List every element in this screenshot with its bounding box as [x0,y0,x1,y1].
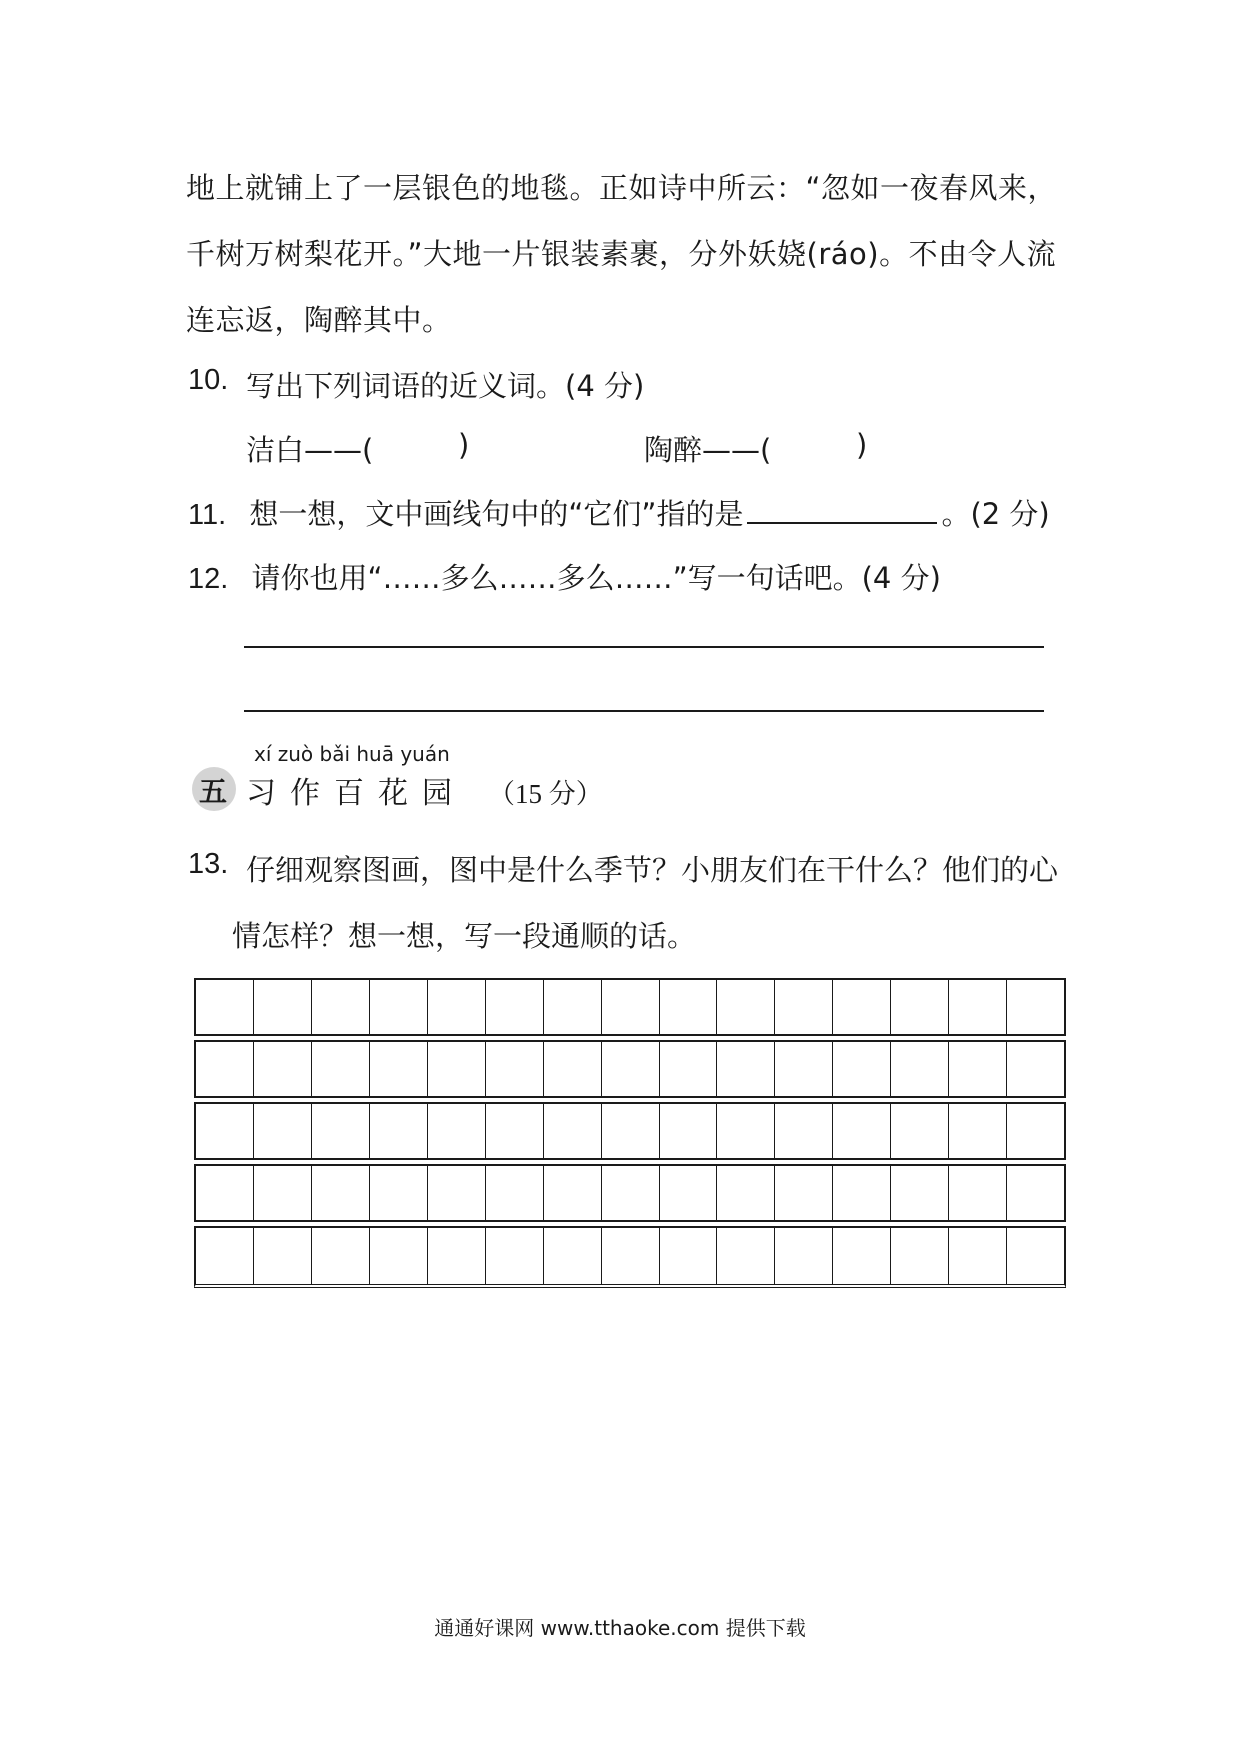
grid-cell[interactable] [891,980,949,1034]
grid-cell[interactable] [602,1166,660,1220]
grid-cell[interactable] [544,1042,602,1096]
grid-cell[interactable] [775,1042,833,1096]
grid-cell[interactable] [370,1104,428,1158]
grid-cell[interactable] [833,1104,891,1158]
question-number: 13. [188,848,229,880]
grid-cell[interactable] [312,1166,370,1220]
grid-cell[interactable] [717,1166,775,1220]
grid-cell[interactable] [891,1104,949,1158]
grid-cell[interactable] [891,1042,949,1096]
grid-cell[interactable] [833,1166,891,1220]
grid-cell[interactable] [196,1042,254,1096]
question-number: 10. [188,364,229,396]
grid-cell[interactable] [370,1166,428,1220]
footer-text: 通通好课网 www.tthaoke.com 提供下载 [434,1616,806,1640]
grid-cell[interactable] [949,1166,1007,1220]
question-text: 想一想，文中画线句中的“它们”指的是 [249,497,744,531]
grid-cell[interactable] [1007,1104,1064,1158]
grid-cell[interactable] [602,1228,660,1284]
grid-cell[interactable] [254,1104,312,1158]
synonym-item-2: 陶醉——( [644,433,772,467]
grid-cell[interactable] [660,1104,718,1158]
grid-cell[interactable] [833,1042,891,1096]
grid-cell[interactable] [775,1104,833,1158]
grid-cell[interactable] [312,1228,370,1284]
grid-row [194,1102,1066,1160]
writing-grid[interactable] [194,978,1066,1292]
grid-cell[interactable] [1007,1228,1064,1284]
grid-cell[interactable] [949,1042,1007,1096]
grid-cell[interactable] [1007,1166,1064,1220]
synonym-item-1-close: ) [458,428,470,462]
grid-row [194,978,1066,1036]
grid-cell[interactable] [196,1228,254,1284]
grid-cell[interactable] [196,1104,254,1158]
grid-cell[interactable] [254,1166,312,1220]
question-11 [188,492,1050,533]
grid-cell[interactable] [254,1228,312,1284]
grid-cell[interactable] [370,1228,428,1284]
grid-cell[interactable] [660,1042,718,1096]
answer-blank[interactable] [747,496,937,524]
passage-line-1: 地上就铺上了一层银色的地毯。正如诗中所云：“忽如一夜春风来， [186,171,1058,205]
question-number: 12. [188,563,229,595]
grid-cell[interactable] [775,1166,833,1220]
question-text: 请你也用“……多么……多么……”写一句话吧。(4 分) [251,561,941,595]
grid-cell[interactable] [486,1228,544,1284]
synonym-item-1: 洁白——( [246,433,374,467]
grid-cell[interactable] [428,980,486,1034]
grid-cell[interactable] [254,1042,312,1096]
grid-cell[interactable] [602,1104,660,1158]
grid-cell[interactable] [602,980,660,1034]
grid-cell[interactable] [717,1228,775,1284]
grid-cell[interactable] [660,1166,718,1220]
grid-cell[interactable] [544,980,602,1034]
grid-row [194,1040,1066,1098]
question-text-line-2: 情怎样？想一想，写一段通顺的话。 [232,919,697,953]
grid-cell[interactable] [1007,980,1064,1034]
section-pinyin: xí zuò bǎi huā yuán [254,742,450,766]
grid-cell[interactable] [1007,1042,1064,1096]
grid-cell[interactable] [196,980,254,1034]
grid-cell[interactable] [428,1042,486,1096]
grid-cell[interactable] [660,1228,718,1284]
answer-line-1[interactable] [244,646,1044,648]
grid-cell[interactable] [486,1166,544,1220]
grid-row [194,1226,1066,1288]
grid-cell[interactable] [312,1042,370,1096]
section-score: （15 分） [488,779,603,809]
section-title: 习作百花园 [246,776,466,811]
question-text-line-1: 仔细观察图画，图中是什么季节？小朋友们在干什么？他们的心 [246,853,1059,887]
grid-cell[interactable] [660,980,718,1034]
passage-line-3: 连忘返，陶醉其中。 [186,303,452,337]
grid-cell[interactable] [312,1104,370,1158]
synonym-item-2-close: ) [856,428,868,462]
grid-cell[interactable] [428,1228,486,1284]
grid-cell[interactable] [486,980,544,1034]
grid-cell[interactable] [486,1104,544,1158]
grid-cell[interactable] [196,1166,254,1220]
section-number: 五 [199,775,228,808]
grid-cell[interactable] [717,1104,775,1158]
grid-row [194,1164,1066,1222]
grid-cell[interactable] [370,980,428,1034]
grid-cell[interactable] [544,1166,602,1220]
grid-cell[interactable] [775,980,833,1034]
grid-cell[interactable] [370,1042,428,1096]
passage-line-2: 千树万树梨花开。”大地一片银装素裹，分外妖娆(ráo)。不由令人流 [186,237,1057,271]
question-score: 。(2 分) [941,497,1050,531]
grid-cell[interactable] [833,980,891,1034]
grid-cell[interactable] [949,980,1007,1034]
grid-cell[interactable] [891,1166,949,1220]
grid-cell[interactable] [486,1042,544,1096]
grid-cell[interactable] [428,1166,486,1220]
grid-cell[interactable] [833,1228,891,1284]
grid-cell[interactable] [428,1104,486,1158]
grid-cell[interactable] [254,980,312,1034]
grid-cell[interactable] [775,1228,833,1284]
answer-line-2[interactable] [244,710,1044,712]
grid-cell[interactable] [312,980,370,1034]
grid-cell[interactable] [949,1228,1007,1284]
grid-cell[interactable] [544,1104,602,1158]
question-number: 11. [188,499,227,531]
grid-cell[interactable] [949,1104,1007,1158]
grid-cell[interactable] [717,1042,775,1096]
grid-cell[interactable] [544,1228,602,1284]
question-12 [188,556,941,597]
grid-cell[interactable] [602,1042,660,1096]
grid-cell[interactable] [891,1228,949,1284]
grid-cell[interactable] [717,980,775,1034]
question-text: 写出下列词语的近义词。(4 分) [246,369,645,403]
